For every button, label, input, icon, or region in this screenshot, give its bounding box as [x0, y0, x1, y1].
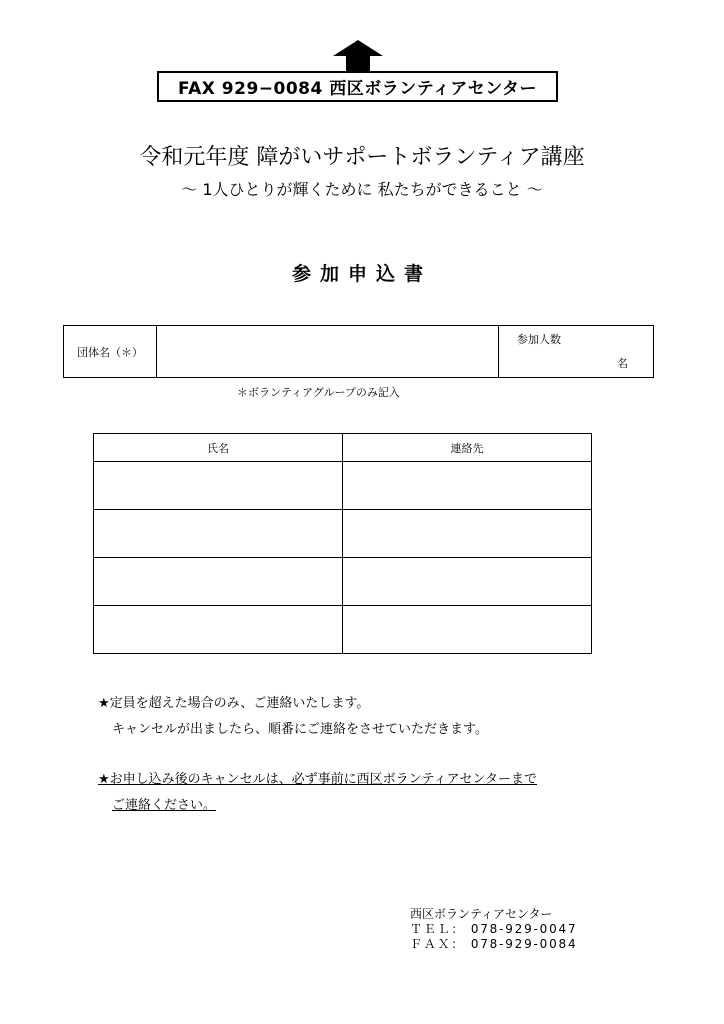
- table-row: [94, 606, 592, 654]
- contact-org: 西区ボランティアセンター: [410, 907, 553, 921]
- participant-count-unit: 名: [617, 357, 628, 370]
- contact-cell[interactable]: [343, 558, 592, 606]
- table-row: [94, 510, 592, 558]
- group-name-label: 団体名（＊）: [64, 326, 157, 377]
- table-row: [94, 558, 592, 606]
- notice-line-3: ★お申し込み後のキャンセルは、必ず事前に西区ボランティアセンターまで: [98, 772, 537, 787]
- contact-cell[interactable]: [343, 510, 592, 558]
- contact-tel: ＴＥＬ： 078-929-0047: [410, 922, 578, 936]
- name-cell[interactable]: [94, 558, 343, 606]
- fax-header-box: [157, 71, 558, 102]
- group-name-field[interactable]: [157, 326, 499, 377]
- participant-count-label: 参加人数: [517, 333, 561, 346]
- group-note: ＊ボランティアグループのみ記入: [237, 386, 400, 399]
- participants-table: [93, 433, 592, 654]
- notice-line-1: ★定員を超えた場合のみ、ご連絡いたします。: [98, 696, 370, 711]
- name-cell[interactable]: [94, 510, 343, 558]
- column-header-name: 氏名: [94, 434, 343, 462]
- table-row: [94, 462, 592, 510]
- page-subtitle: ～ 1人ひとりが輝くために 私たちができること ～: [181, 180, 543, 199]
- form-title: 参加申込書: [291, 263, 432, 285]
- arrow-up-icon: [333, 40, 383, 72]
- column-header-contact: 連絡先: [343, 434, 592, 462]
- notice-line-4: ご連絡ください。: [112, 798, 217, 813]
- contact-cell[interactable]: [343, 462, 592, 510]
- contact-fax: ＦＡＸ： 078-929-0084: [410, 937, 578, 951]
- notice-line-2: キャンセルが出ましたら、順番にご連絡をさせていただきます。: [112, 722, 488, 737]
- participant-count-field[interactable]: [499, 326, 653, 377]
- table-header-row: [94, 434, 592, 462]
- name-cell[interactable]: [94, 462, 343, 510]
- fax-header-text: FAX 929−0084 西区ボランティアセンター: [177, 79, 538, 99]
- name-cell[interactable]: [94, 606, 343, 654]
- group-table: [63, 325, 654, 378]
- page-title: 令和元年度 障がいサポートボランティア講座: [139, 145, 585, 170]
- contact-cell[interactable]: [343, 606, 592, 654]
